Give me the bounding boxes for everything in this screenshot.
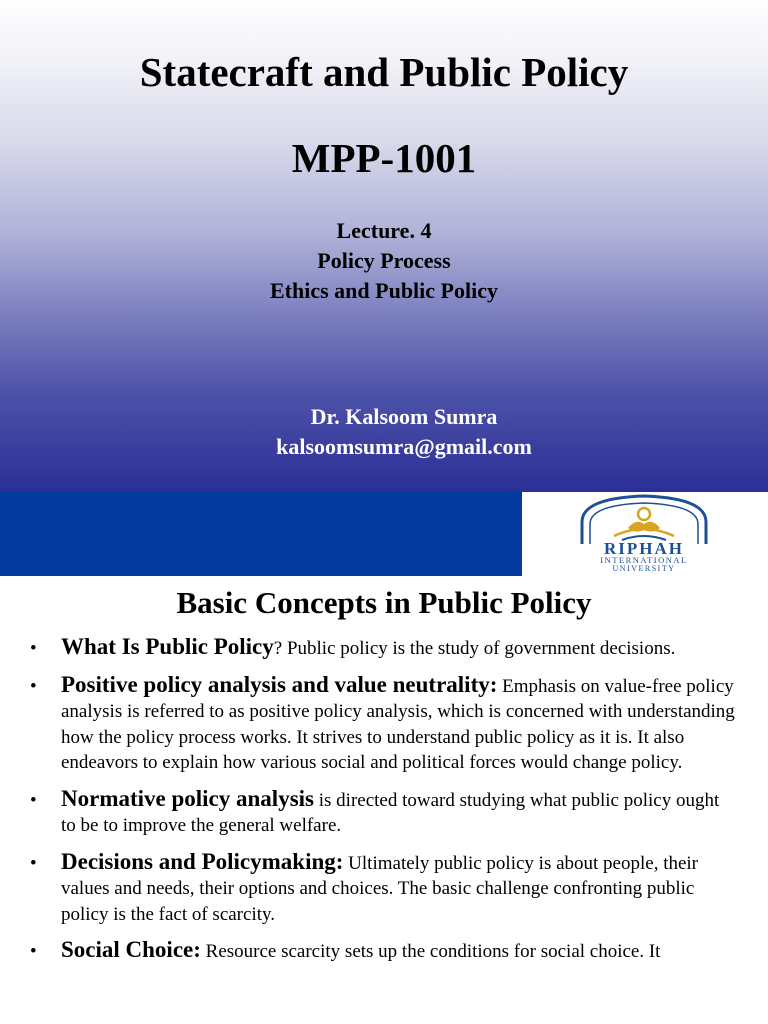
- concepts-slide: [0, 576, 768, 1024]
- lecture-topic-ethics: Ethics and Public Policy: [270, 278, 498, 303]
- logo-line-international: INTERNATIONAL: [600, 555, 688, 565]
- item-heading: Decisions and Policymaking:: [61, 848, 344, 874]
- lecture-number: Lecture. 4: [336, 218, 432, 243]
- concept-list: [0, 634, 768, 975]
- list-item: [0, 937, 768, 965]
- bullet-icon: •: [30, 789, 37, 811]
- bullet-icon: •: [30, 675, 37, 697]
- bullet-icon: •: [30, 638, 37, 659]
- item-heading: Normative policy analysis: [61, 785, 314, 811]
- title-slide-blue-band: [0, 492, 522, 576]
- author-email: kalsoomsumra@gmail.com: [276, 434, 532, 459]
- bullet-icon: •: [30, 852, 37, 874]
- item-text: Ultimately public policy is about people, their values and needs, their options and choices. The basic challenge confronting public policy is the fact of scarcity.: [61, 852, 699, 925]
- author-name: Dr. Kalsoom Sumra: [310, 404, 498, 429]
- list-item: [0, 849, 768, 928]
- item-text: ? Public policy is the study of government decisions.: [273, 638, 676, 659]
- item-text: is directed toward studying what public policy ought to be to improve the general welfare.: [61, 789, 720, 836]
- item-text: Resource scarcity sets up the conditions for social choice. It: [200, 941, 661, 962]
- item-text: Emphasis on value-free policy analysis is referred to as positive policy analysis, which is concerned with understanding how the policy process works. It strives to understand public policy as it is. It also endeavors to explain how various social and political forces would change policy.: [61, 675, 735, 773]
- list-item: [0, 786, 768, 839]
- item-heading: Positive policy analysis and value neutrality:: [61, 671, 498, 697]
- lecture-topic-policy-process: Policy Process: [317, 248, 451, 273]
- item-heading: Social Choice:: [61, 937, 201, 962]
- university-logo: [522, 492, 768, 576]
- course-code: MPP-1001: [291, 135, 477, 181]
- riphah-logo-icon: [522, 492, 768, 576]
- item-heading: What Is Public Policy: [61, 634, 274, 659]
- slide-title: Basic Concepts in Public Policy: [176, 585, 592, 620]
- bullet-icon: •: [30, 941, 37, 962]
- list-item: [0, 672, 768, 776]
- course-title: Statecraft and Public Policy: [139, 49, 629, 95]
- list-item: [0, 634, 768, 662]
- logo-line-university: UNIVERSITY: [612, 564, 676, 573]
- logo-wordmark: RIPHAH: [604, 539, 684, 558]
